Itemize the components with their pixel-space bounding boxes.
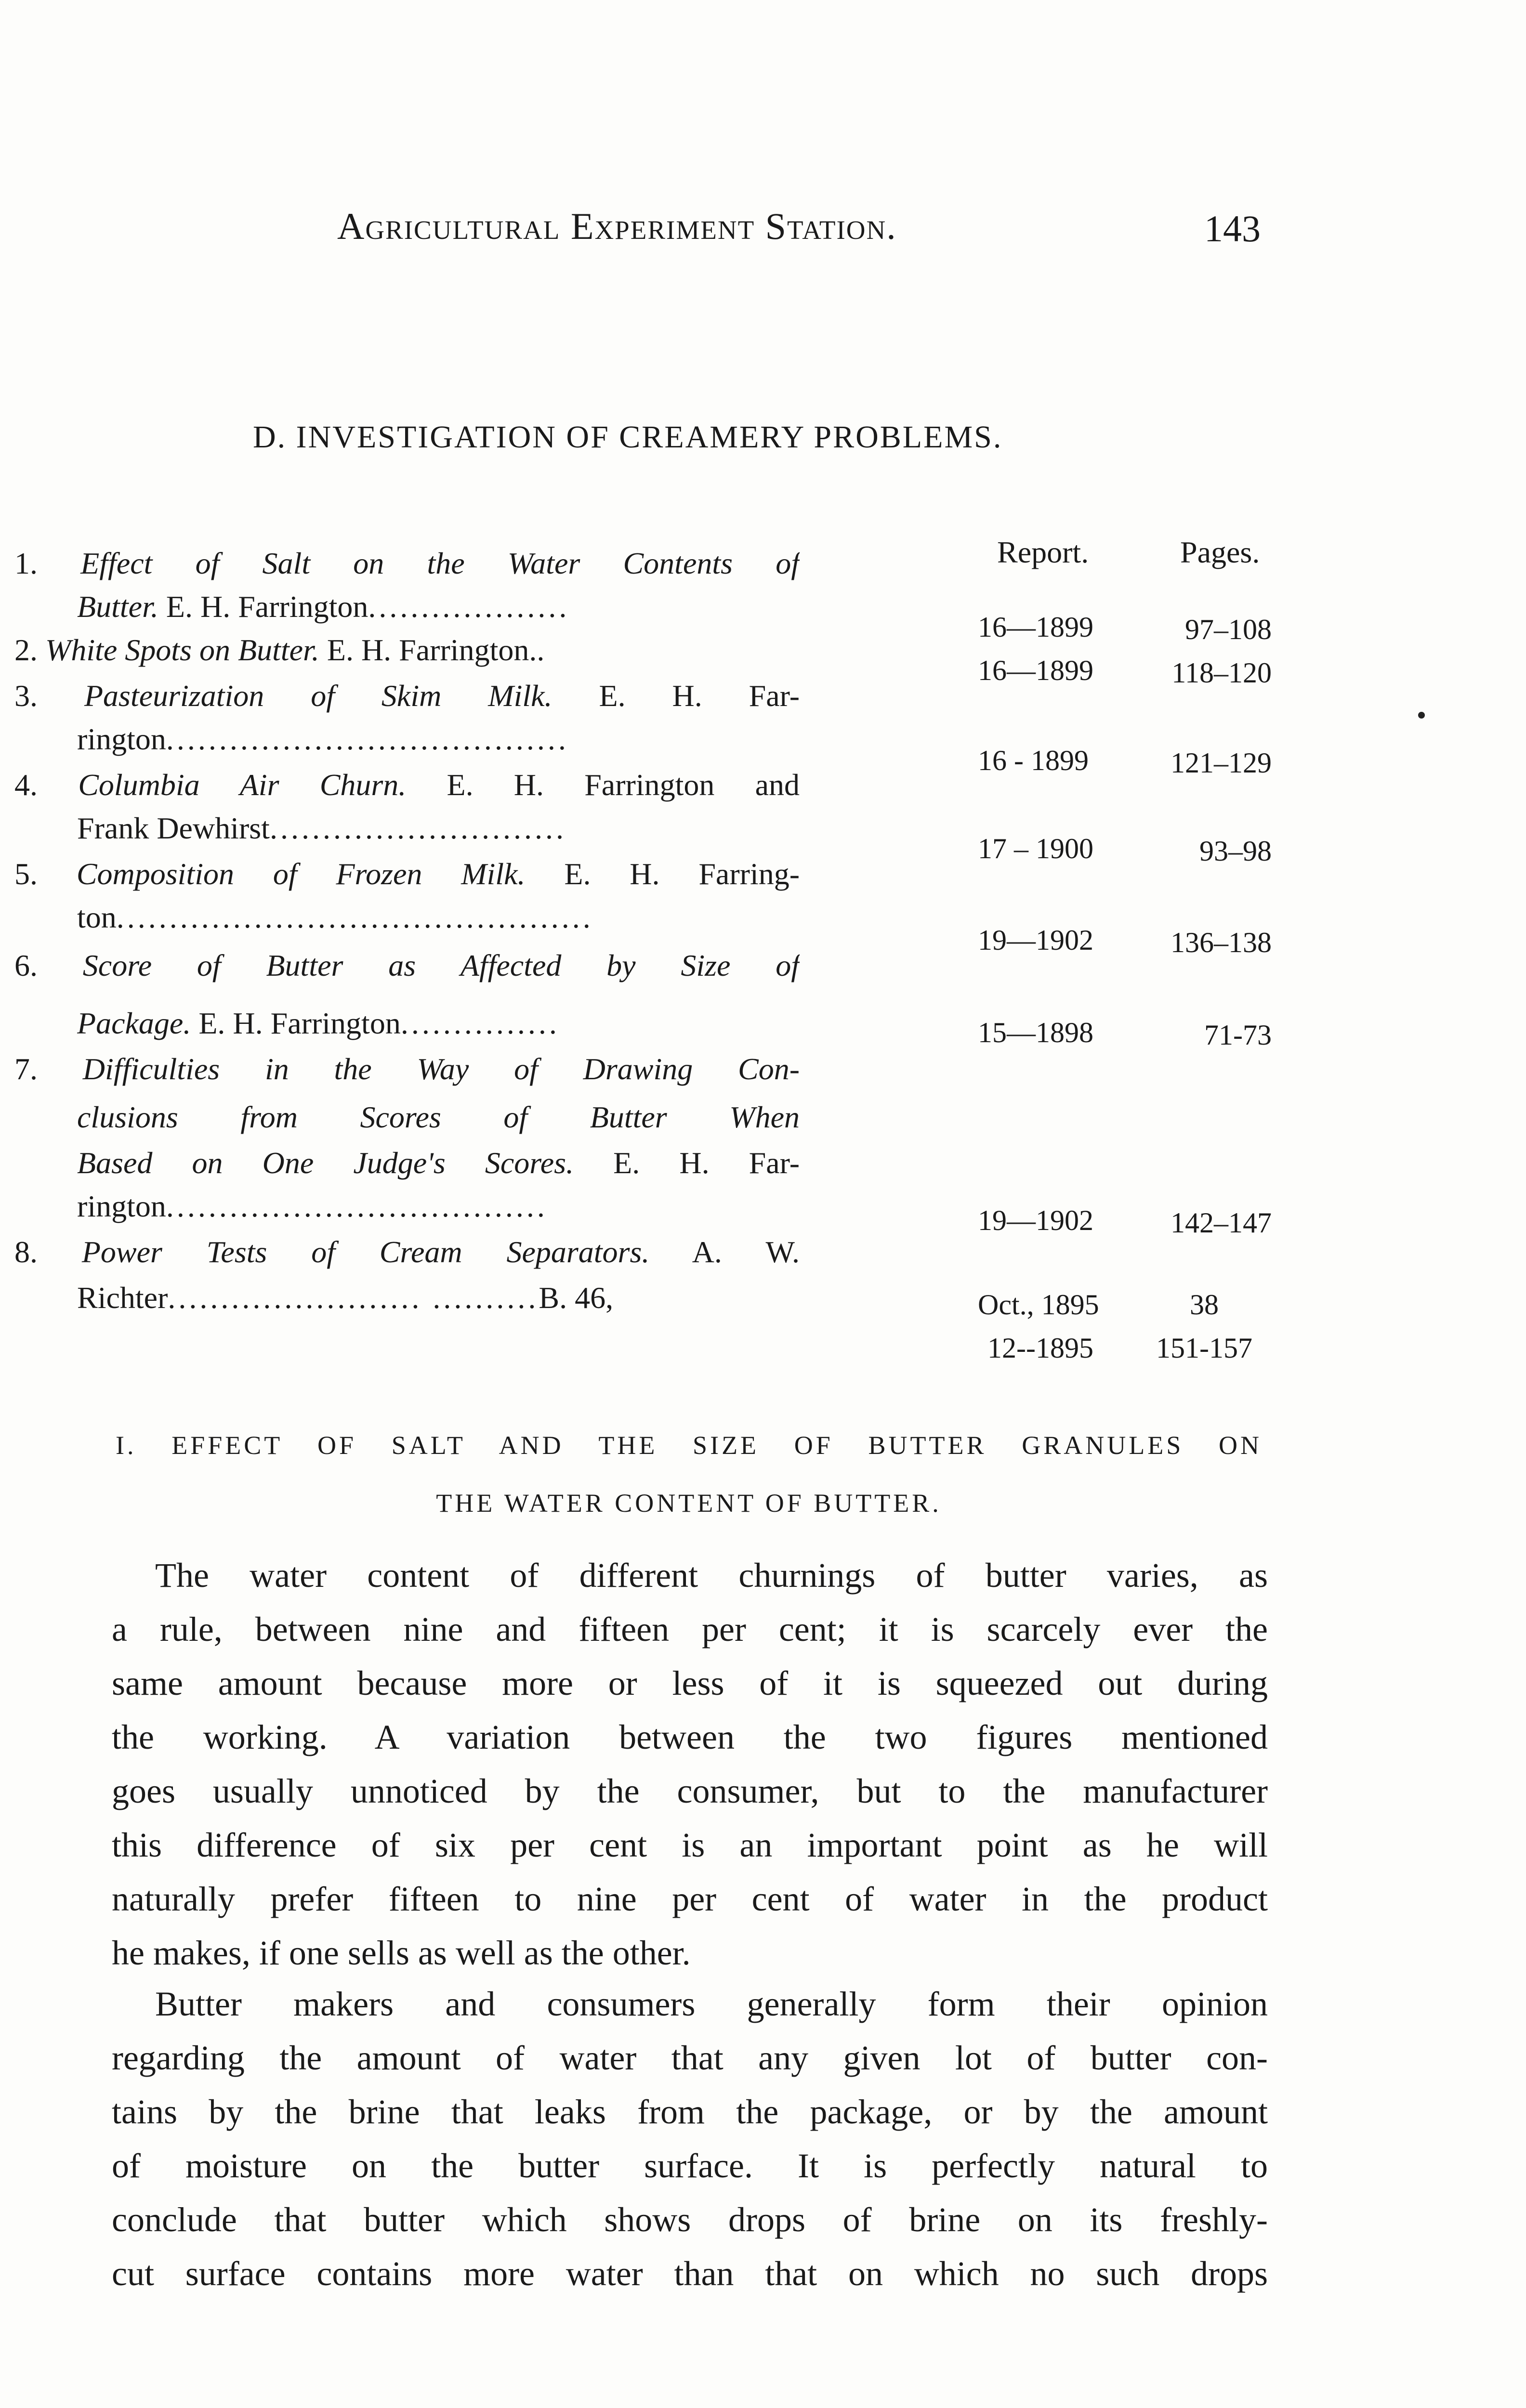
toc-item-title: Effect of Salt on the Water Contents of [80,546,800,580]
toc-item-number: 6. [14,948,38,982]
toc-item-1-report: 16—1899 [978,611,1093,643]
paragraph-line: Butter makers and consumers generally form their opinion [155,1985,1268,2023]
toc-item-8-report-2: 12--1895 [987,1332,1093,1364]
toc-item-3-line-2 [77,720,800,759]
toc-item-title: Score of Butter as Affected by Size of [82,948,800,982]
toc-item-8-line-2 [77,1279,800,1317]
toc-item-7-report: 19—1902 [978,1204,1093,1236]
toc-item-number: 2. [14,633,38,667]
dot-leader: ................... [368,589,570,624]
toc-item-title: Pasteurization of Skim Milk. [84,679,553,713]
toc-item-number: 3. [14,679,38,713]
toc-item-number: 4. [14,768,38,802]
paragraph-line: cut surface contains more water than that on which no such drops [112,2254,1268,2293]
dot-leader: ........................ .......... [168,1281,539,1315]
toc-item-7-line-2 [77,1098,800,1137]
dot-leader: .. [529,633,545,667]
subsection-heading-line-2: THE WATER CONTENT OF BUTTER. [436,1489,942,1518]
page-number: 143 [1204,208,1261,249]
running-head: Agricultural Experiment Station. [337,205,897,247]
paragraph-line: this difference of six per cent is an important point as he will [112,1826,1268,1864]
toc-item-2-pages: 118–120 [1171,657,1272,689]
dot-leader: ...................................... [166,722,569,756]
toc-item-5-report: 19—1902 [978,924,1093,956]
toc-item-2-report: 16—1899 [978,654,1093,686]
toc-item-title: Columbia Air Churn. [78,768,407,802]
toc-item-author: E. H. Farrington [327,633,529,667]
toc-item-8-report-1: Oct., 1895 [978,1289,1099,1321]
toc-item-title: Based on One Judge's Scores. [77,1146,574,1180]
toc-item-3-line-1 [14,677,800,715]
paragraph-line: goes usually unnoticed by the consumer, but to the manufacturer [112,1772,1268,1810]
paragraph-line: of moisture on the butter surface. It is perfectly natural to [112,2146,1268,2185]
toc-item-4-line-2 [77,809,800,848]
toc-item-6-report: 15—1898 [978,1017,1093,1048]
subsection-heading-line-1 [116,1430,1262,1460]
paragraph-line: the working. A variation between the two figures mentioned [112,1718,1268,1756]
toc-item-number: 8. [14,1235,38,1269]
subsection-number: I. [116,1431,137,1460]
toc-item-title: Composition of Frozen Milk. [76,857,526,891]
toc-item-3-report: 16 - 1899 [978,745,1089,776]
ink-speck [1418,712,1425,719]
toc-item-6-line-1 [14,946,800,985]
paragraph-line: naturally prefer fifteen to nine per cent of water in the product [112,1880,1268,1918]
toc-item-author: E. H. Farrington [166,589,368,624]
toc-item-5-pages: 136–138 [1171,927,1272,958]
section-heading: D. INVESTIGATION OF CREAMERY PROBLEMS. [253,419,1003,455]
toc-item-7-line-3 [77,1144,800,1182]
column-header-report: Report. [997,535,1089,569]
toc-item-title: clusions from Scores of Butter When [77,1100,800,1134]
toc-item-bulletin: B. 46, [539,1281,614,1315]
toc-item-1-line-2 [77,588,800,626]
subsection-title: EFFECT OF SALT AND THE SIZE OF BUTTER GRANULES ON [171,1431,1262,1460]
toc-item-6-pages: 71-73 [1204,1019,1272,1051]
toc-item-title: Power Tests of Cream Separators. [81,1235,650,1269]
toc-item-1-pages: 97–108 [1185,614,1272,645]
toc-item-title: Difficulties in the Way of Drawing Con- [82,1052,800,1086]
paragraph-1 [112,1548,1268,1980]
dot-leader: ............... [400,1006,560,1040]
toc-item-title: Package. [77,1006,191,1040]
paragraph-line: The water content of different churnings of butter varies, as [155,1556,1268,1595]
toc-item-2-line-1 [14,631,800,669]
column-header-pages: Pages. [1180,535,1260,569]
toc-item-5-line-2 [77,898,800,937]
toc-item-8-line-1 [14,1233,800,1271]
toc-item-7-line-1 [14,1050,800,1088]
toc-item-3-pages: 121–129 [1171,747,1272,779]
toc-item-author: rington [77,722,166,756]
toc-item-4-line-1 [14,766,800,804]
toc-item-7-pages: 142–147 [1171,1207,1272,1239]
paragraph-line: regarding the amount of water that any given lot of butter con- [112,2039,1268,2077]
toc-item-8-pages-2: 151-157 [1156,1332,1252,1364]
toc-item-4-report: 17 – 1900 [978,833,1093,864]
toc-item-number: 7. [14,1052,38,1086]
toc-item-6-line-2 [77,1004,800,1043]
toc-item-author: ton [77,900,117,934]
paragraph-line: conclude that butter which shows drops of brine on its freshly- [112,2200,1268,2239]
toc-item-author: E. H. Farrington [198,1006,401,1040]
toc-item-author: E. H. Farring- [564,857,800,891]
toc-item-title: White Spots on Butter. [45,633,319,667]
paragraph-line: he makes, if one sells as well as the other. [112,1934,691,1972]
paragraph-line: same amount because more or less of it is squeezed out during [112,1664,1268,1702]
toc-item-number: 1. [14,546,38,580]
paragraph-line: a rule, between nine and fifteen per cent; it is scarcely ever the [112,1610,1268,1649]
toc-item-author: Richter [77,1281,168,1315]
toc-item-4-pages: 93–98 [1199,835,1272,867]
paragraph-line: tains by the brine that leaks from the package, or by the amount [112,2093,1268,2131]
toc-item-7-line-4 [77,1187,800,1226]
toc-item-number: 5. [14,857,38,891]
dot-leader: ............................ [269,811,566,845]
toc-item-author: E. H. Far- [613,1146,800,1180]
toc-item-author: A. W. [692,1235,800,1269]
toc-item-title: Butter. [77,589,158,624]
paragraph-2 [112,1977,1268,2301]
toc-item-author: E. H. Farrington and [447,768,800,802]
toc-item-5-line-1 [14,855,800,893]
toc-item-author: E. H. Far- [599,679,800,713]
toc-item-8-pages-1: 38 [1190,1289,1219,1321]
toc-item-1-line-1 [14,544,800,583]
dot-leader: .................................... [166,1189,548,1223]
toc-item-author: Frank Dewhirst [77,811,270,845]
dot-leader: ............................................. [116,900,593,934]
toc-item-author: rington [77,1189,166,1223]
